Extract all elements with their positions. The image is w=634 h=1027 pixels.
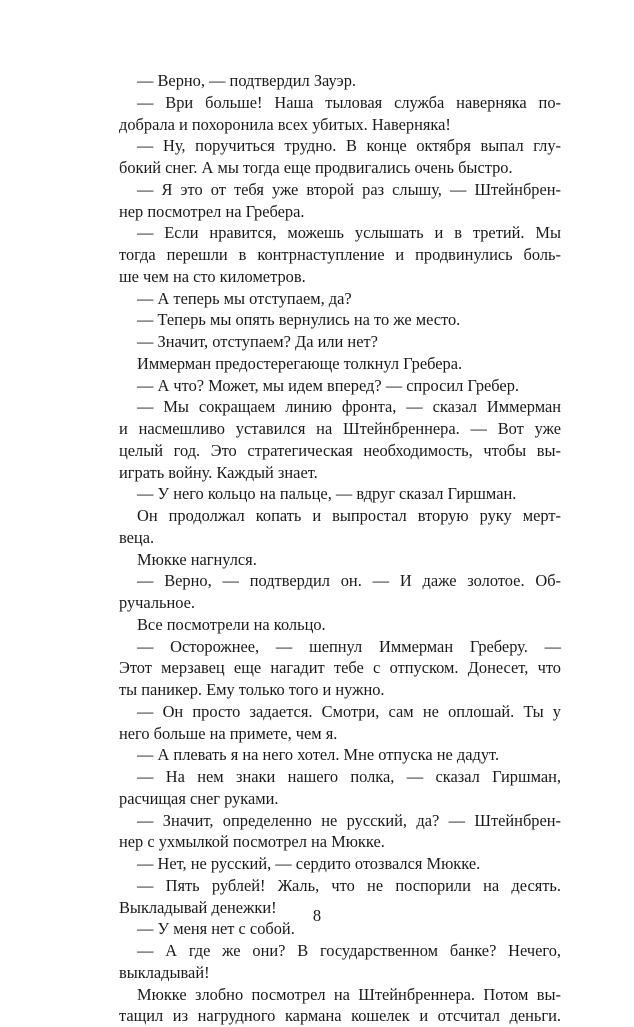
text-line: — Мы сокращаем линию фронта, — сказал Иммерман <box>137 397 561 417</box>
text-line: — Значит, отступаем? Да или нет? <box>137 332 378 351</box>
text-line: — А теперь мы отступаем, да? <box>137 288 352 308</box>
text-line: тащил из нагрудного кармана кошелек и отсчитал деньги. <box>119 1006 561 1026</box>
text-line: Мюкке нагнулся. <box>137 549 257 569</box>
text-line: — Значит, определенно не русский, да? — Штейнбрен- <box>137 810 561 830</box>
text-line: Иммерман предостерегающе толкнул Гребера. <box>137 353 463 373</box>
text-line: — Ври больше! Наша тыловая служба наверняка по- <box>137 92 561 112</box>
text-line: Все посмотрели на кольцо. <box>137 614 326 634</box>
text-line: — А плевать я на него хотел. Мне отпуска не дадут. <box>137 745 500 765</box>
text-line: Выкладывай денежки! <box>119 897 277 917</box>
text-line: — Верно, — подтвердил Зауэр. <box>137 71 356 90</box>
text-line: веца. <box>119 527 155 547</box>
text-line: Мюкке злобно посмотрел на Штейнбреннера. Потом вы- <box>137 984 561 1004</box>
text-line: — У меня нет с собой. <box>137 919 295 939</box>
text-line: него больше на примете, чем я. <box>119 723 338 743</box>
page-body-text <box>119 70 561 1027</box>
text-line: — А где же они? В государственном банке? Нечего, <box>137 941 561 960</box>
text-line: ше чем на сто километров. <box>119 266 306 286</box>
page-number: 8 <box>312 906 322 925</box>
text-line: — Осторожнее, — шепнул Иммерман Греберу. — <box>137 636 561 656</box>
text-line: целый год. Это стратегическая необходимость, чтобы вы- <box>119 440 561 460</box>
text-line: расчищая снег руками. <box>119 788 279 808</box>
text-line: — Я это от тебя уже второй раз слышу, — Штейнбрен- <box>137 179 561 199</box>
text-line: — Пять рублей! Жаль, что не поспорили на десять. <box>137 875 561 895</box>
text-line: добрала и похоронила всех убитых. Наверняка! <box>119 114 451 134</box>
text-line: нер посмотрел на Гребера. <box>119 201 305 221</box>
text-line: ручальное. <box>119 593 196 612</box>
text-line: тогда перешли в контрнаступление и продвинулись боль- <box>119 245 561 264</box>
text-line: — Нет, не русский, — сердито отозвался Мюкке. <box>137 854 481 873</box>
text-line: — У него кольцо на пальце, — вдруг сказал Гиршман. <box>137 484 517 504</box>
text-line: — А что? Может, мы идем вперед? — спросил Гребер. <box>137 375 519 395</box>
text-line: Этот мерзавец еще нагадит тебе с отпуском. Донесет, что <box>119 658 561 678</box>
text-line: — Если нравится, можешь услышать и в третий. Мы <box>137 223 561 243</box>
text-line: — Теперь мы опять вернулись на то же место. <box>137 310 461 330</box>
text-line: — Ну, поручиться трудно. В конце октября выпал глу- <box>137 136 561 156</box>
text-line: — На нем знаки нашего полка, — сказал Гиршман, <box>137 767 561 786</box>
text-line: и насмешливо уставился на Штейнбреннера. — Вот уже <box>119 419 561 438</box>
text-line: выкладывай! <box>119 962 210 982</box>
text-line: ты паникер. Ему только того и нужно. <box>119 680 385 699</box>
text-line: играть войну. Каждый знает. <box>119 462 318 482</box>
text-line: — Он просто задается. Смотри, сам не оплошай. Ты у <box>137 701 561 721</box>
text-line: нер с ухмылкой посмотрел на Мюкке. <box>119 832 385 852</box>
text-line: — Верно, — подтвердил он. — И даже золотое. Об- <box>137 571 561 591</box>
text-line: бокий снег. А мы тогда еще продвигались очень быстро. <box>119 158 513 177</box>
text-line: Он продолжал копать и выпростал вторую руку мерт- <box>137 506 561 525</box>
